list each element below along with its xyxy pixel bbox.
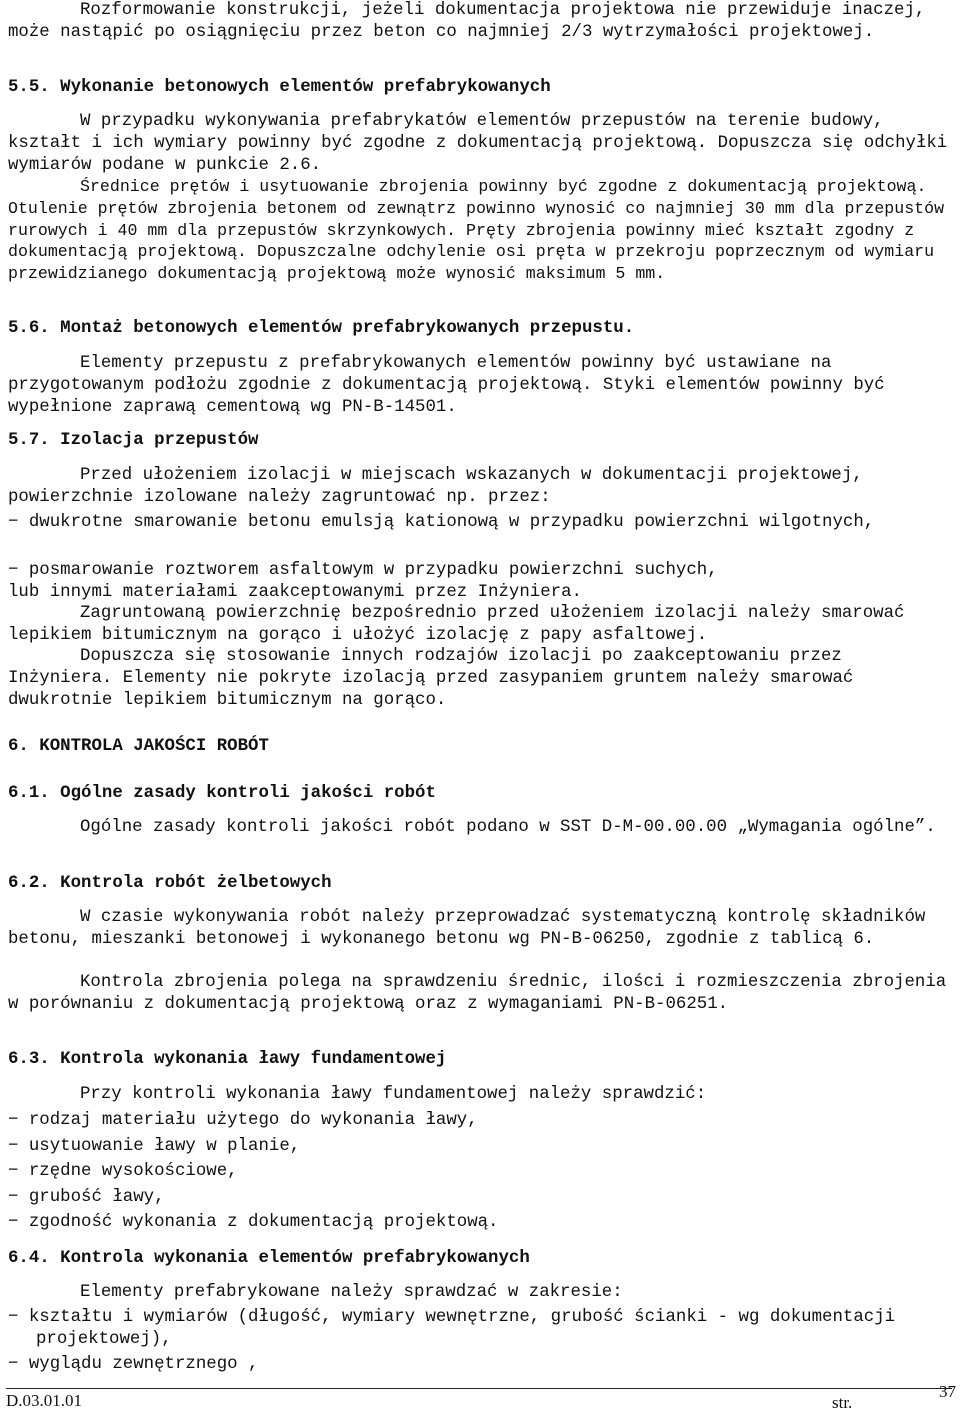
paragraph-5-7-a: Przed ułożeniem izolacji w miejscach wskazanych w dokumentacji projektowej, powierzchnie izolowane należy zagruntować np. przez:	[8, 466, 863, 507]
heading-6: 6. KONTROLA JAKOŚCI ROBÓT	[8, 737, 269, 756]
paragraph-rozformowanie: Rozformowanie konstrukcji, jeżeli dokumentacja projektowa nie przewiduje inaczej, może nastąpić po osiągnięciu przez beton co najmniej 2/3 wytrzymałości projektowej.	[8, 1, 926, 42]
paragraph-6-3: Przy kontroli wykonania ławy fundamentowej należy sprawdzić:	[80, 1085, 707, 1104]
paragraph-5-7-d: Dopuszcza się stosowanie innych rodzajów izolacji po zaakceptowaniu przez Inżyniera. Elementy nie pokryte izolacją przed zasypaniem gruntem należy smarować dwukrotnie lepikiem bitumicznym na gorąco.	[8, 647, 854, 710]
heading-6-2: 6.2. Kontrola robót żelbetowych	[8, 874, 332, 893]
heading-5-6: 5.6. Montaż betonowych elementów prefabrykowanych przepustu.	[8, 319, 635, 338]
list-item: − kształtu i wymiarów (długość, wymiary wewnętrzne, grubość ścianki - wg dokumentacji projektowej),	[8, 1308, 896, 1349]
page-footer	[6, 1382, 956, 1412]
document-code: D.03.01.01	[6, 1391, 83, 1410]
page-label: str.	[832, 1393, 853, 1412]
paragraph-6-1: Ogólne zasady kontroli jakości robót podano w SST D-M-00.00.00 „Wymagania ogólne”.	[80, 818, 936, 837]
paragraph-6-2-a: W czasie wykonywania robót należy przeprowadzać systematyczną kontrolę składników betonu, mieszanki betonowej i wykonanego betonu wg PN-B-06250, zgodnie z tablicą 6.	[8, 908, 926, 949]
heading-6-3: 6.3. Kontrola wykonania ławy fundamentowej	[8, 1050, 447, 1069]
paragraph-6-4: Elementy prefabrykowane należy sprawdzać w zakresie:	[80, 1283, 623, 1302]
paragraph-5-6: Elementy przepustu z prefabrykowanych elementów powinny być ustawiane na przygotowanym podłożu zgodnie z dokumentacją projektową. Styki elementów powinny być wypełnione zaprawą cementową wg PN-B-14501.	[8, 354, 885, 417]
list-item-primer-1: − dwukrotne smarowanie betonu emulsją kationową w przypadku powierzchni wilgotnych,	[8, 513, 875, 532]
list-6-3	[8, 1110, 954, 1234]
list-item: − rodzaj materiału użytego do wykonania ławy,	[8, 1111, 478, 1130]
heading-5-7: 5.7. Izolacja przepustów	[8, 431, 259, 450]
list-item: − zgodność wykonania z dokumentacją projektową.	[8, 1213, 499, 1233]
page-number: 37	[939, 1382, 956, 1401]
paragraph-6-2-b: Kontrola zbrojenia polega na sprawdzeniu średnic, ilości i rozmieszczenia zbrojenia w porównaniu z dokumentacją projektową oraz z wymaganiami PN-B-06251.	[8, 973, 947, 1014]
list-item: − usytuowanie ławy w planie,	[8, 1136, 301, 1156]
paragraph-5-7-c: Zagruntowaną powierzchnię bezpośrednio przed ułożeniem izolacji należy smarować lepikiem bitumicznym na gorąco i ułożyć izolację z papy asfaltowej.	[8, 604, 905, 645]
list-item: − wyglądu zewnętrznego ,	[8, 1355, 259, 1375]
paragraph-5-7-b: lub innymi materiałami zaakceptowanymi przez Inżyniera.	[8, 583, 582, 602]
list-item: − grubość ławy,	[8, 1187, 165, 1207]
heading-5-5: 5.5. Wykonanie betonowych elementów prefabrykowanych	[8, 78, 551, 97]
paragraph-5-5-b: Średnice prętów i usytuowanie zbrojenia powinny być zgodne z dokumentacją projektową. Otulenie prętów zbrojenia betonem od zewnątrz powinno wynosić co najmniej 30 mm dla przepustów rurowych i 40 mm dla przepustów skrzynkowych. Pręty zbrojenia powinny mieć kształt zgodny z dokumentacją projektową. Dopuszczalne odchylenie osi pręta w przekroju poprzecznym od wymiaru przewidzianego dokumentacją projektową może wynosić maksimum 5 mm.	[8, 177, 945, 284]
heading-6-1: 6.1. Ogólne zasady kontroli jakości robót	[8, 784, 436, 803]
paragraph-5-5-a: W przypadku wykonywania prefabrykatów elementów przepustów na terenie budowy, kształt i ich wymiary powinny być zgodne z dokumentacją projektową. Dopuszcza się odchyłki wymiarów podane w punkcie 2.6.	[8, 112, 948, 175]
list-item: − rzędne wysokościowe,	[8, 1162, 238, 1182]
list-6-4	[8, 1307, 954, 1376]
list-item-primer-2: − posmarowanie roztworem asfaltowym w przypadku powierzchni suchych,	[8, 561, 718, 580]
heading-6-4: 6.4. Kontrola wykonania elementów prefabrykowanych	[8, 1249, 530, 1268]
